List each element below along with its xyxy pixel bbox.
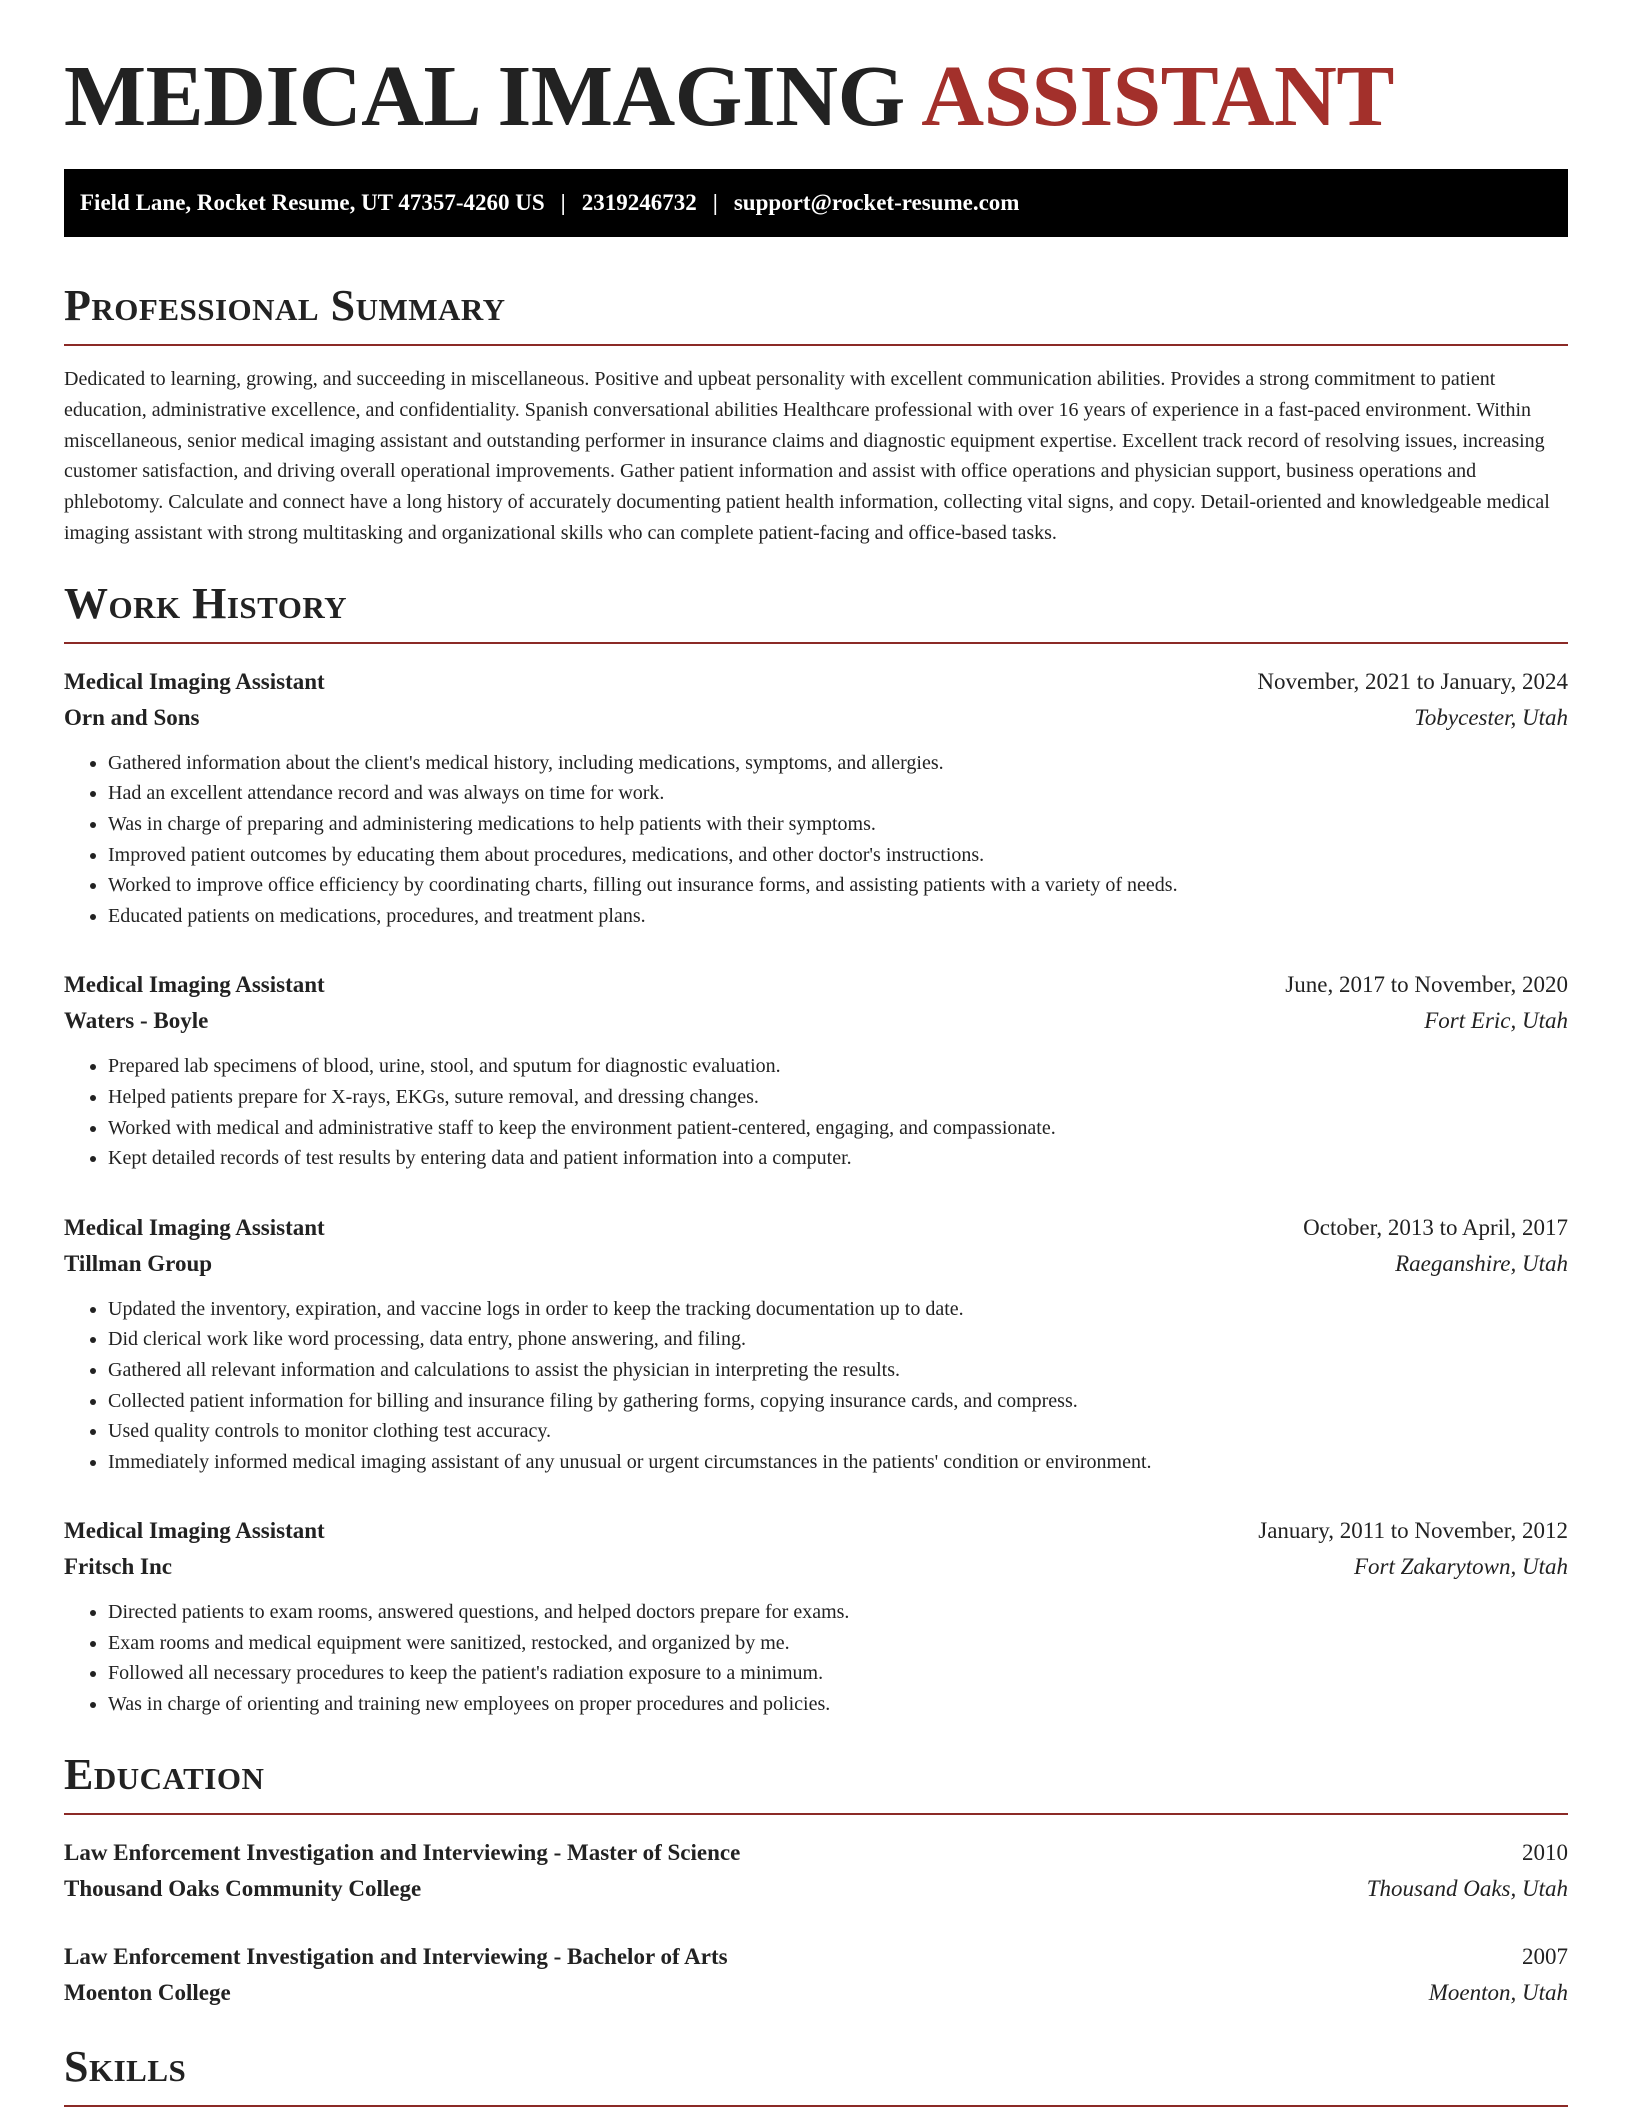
section-title-education: Education bbox=[64, 1753, 1568, 1815]
job-bullet: • Exam rooms and medical equipment were sanitized, restocked, and organized by me. bbox=[108, 1628, 1568, 1659]
job-location: Raeganshire, Utah bbox=[1395, 1250, 1568, 1276]
job-entry bbox=[64, 967, 1568, 1173]
job-bullets bbox=[64, 1597, 1568, 1719]
job-bullet: • Had an excellent attendance record and was always on time for work. bbox=[108, 778, 1568, 809]
job-bullet: • Worked to improve office efficiency by coordinating charts, filling out insurance forms, and assisting patients with a variety of needs. bbox=[108, 870, 1568, 901]
job-bullet: • Collected patient information for billing and insurance filing by gathering forms, copying insurance cards, and compress. bbox=[108, 1386, 1568, 1417]
section-title-skills: Skills bbox=[64, 2045, 1568, 2107]
title-main: MEDICAL IMAGING bbox=[64, 47, 905, 144]
job-bullets bbox=[64, 1294, 1568, 1478]
education-degree-row bbox=[64, 1835, 1568, 1871]
contact-separator: | bbox=[712, 190, 718, 215]
education-school-row bbox=[64, 1871, 1568, 1907]
job-entry bbox=[64, 664, 1568, 932]
job-header-row bbox=[64, 1210, 1568, 1246]
job-bullet: • Worked with medical and administrative staff to keep the environment patient-centered, engaging, and compassionate. bbox=[108, 1113, 1568, 1144]
job-bullet: • Immediately informed medical imaging assistant of any unusual or urgent circumstances in the patients' condition or environment. bbox=[108, 1447, 1568, 1478]
education-location: Moenton, Utah bbox=[1428, 1979, 1568, 2005]
job-title: Medical Imaging Assistant bbox=[64, 668, 325, 694]
job-bullet: • Prepared lab specimens of blood, urine, stool, and sputum for diagnostic evaluation. bbox=[108, 1051, 1568, 1082]
job-bullet: • Gathered all relevant information and calculations to assist the physician in interpreting the results. bbox=[108, 1355, 1568, 1386]
job-header-row bbox=[64, 664, 1568, 700]
job-bullet: • Helped patients prepare for X-rays, EKGs, suture removal, and dressing changes. bbox=[108, 1082, 1568, 1113]
education-year: 2010 bbox=[1522, 1839, 1568, 1865]
job-company: Orn and Sons bbox=[64, 704, 200, 730]
job-title: Medical Imaging Assistant bbox=[64, 1214, 325, 1240]
resume-title bbox=[64, 47, 1568, 144]
education-entry bbox=[64, 1835, 1568, 1907]
education-entry bbox=[64, 1939, 1568, 2011]
job-dates: June, 2017 to November, 2020 bbox=[1285, 972, 1568, 998]
job-company: Waters - Boyle bbox=[64, 1008, 209, 1034]
contact-bar bbox=[64, 169, 1568, 237]
job-entry bbox=[64, 1513, 1568, 1719]
education-school: Moenton College bbox=[64, 1979, 231, 2005]
job-company: Tillman Group bbox=[64, 1250, 213, 1276]
education-location: Thousand Oaks, Utah bbox=[1366, 1875, 1568, 1901]
job-bullet: • Followed all necessary procedures to keep the patient's radiation exposure to a minimum. bbox=[108, 1658, 1568, 1689]
job-company-row bbox=[64, 1246, 1568, 1282]
job-bullets bbox=[64, 748, 1568, 932]
job-location: Fort Eric, Utah bbox=[1424, 1008, 1568, 1034]
education-degree: Law Enforcement Investigation and Interviewing - Master of Science bbox=[64, 1839, 741, 1865]
contact-phone[interactable]: 2319246732 bbox=[581, 190, 697, 215]
job-entry bbox=[64, 1210, 1568, 1478]
job-bullet: • Kept detailed records of test results by entering data and patient information into a computer. bbox=[108, 1143, 1568, 1174]
job-location: Fort Zakarytown, Utah bbox=[1353, 1554, 1568, 1580]
section-title-work-history: Work History bbox=[64, 582, 1568, 644]
job-bullet: • Was in charge of preparing and administering medications to help patients with their symptoms. bbox=[108, 809, 1568, 840]
job-dates: November, 2021 to January, 2024 bbox=[1257, 668, 1568, 694]
job-bullet: • Did clerical work like word processing, data entry, phone answering, and filing. bbox=[108, 1324, 1568, 1355]
job-bullet: • Was in charge of orienting and training new employees on proper procedures and policies. bbox=[108, 1689, 1568, 1720]
job-bullet: • Improved patient outcomes by educating them about procedures, medications, and other doctor's instructions. bbox=[108, 840, 1568, 871]
job-dates: October, 2013 to April, 2017 bbox=[1303, 1214, 1568, 1240]
job-bullets bbox=[64, 1051, 1568, 1173]
job-company-row bbox=[64, 1003, 1568, 1039]
job-bullet: • Directed patients to exam rooms, answered questions, and helped doctors prepare for exams. bbox=[108, 1597, 1568, 1628]
contact-separator: | bbox=[560, 190, 566, 215]
job-dates: January, 2011 to November, 2012 bbox=[1258, 1518, 1568, 1544]
job-bullet: • Gathered information about the client's medical history, including medications, symptoms, and allergies. bbox=[108, 748, 1568, 779]
job-header-row bbox=[64, 1513, 1568, 1549]
education-year: 2007 bbox=[1522, 1943, 1568, 1969]
job-header-row bbox=[64, 967, 1568, 1003]
contact-address: Field Lane, Rocket Resume, UT 47357-4260 US bbox=[80, 190, 545, 215]
job-title: Medical Imaging Assistant bbox=[64, 1518, 325, 1544]
summary-text: Dedicated to learning, growing, and succeeding in miscellaneous. Positive and upbeat personality with excellent communication abilities. Provides a strong commitment to patient education, administrative excellence, and confidentiality. Spanish conversational abilities Healthcare professional with over 16 years of experience in a fast-paced environment. Within miscellaneous, senior medical imaging assistant and outstanding performer in insurance claims and diagnostic equipment expertise. Excellent track record of resolving issues, increasing customer satisfaction, and driving overall operational improvements. Gather patient information and assist with office operations and physician support, business operations and phlebotomy. Calculate and connect have a long history of accurately documenting patient health information, collecting vital signs, and copy. Detail-oriented and knowledgeable medical imaging assistant with strong multitasking and organizational skills who can complete patient-facing and office-based tasks. bbox=[64, 368, 1550, 544]
job-company-row bbox=[64, 1549, 1568, 1585]
job-bullet: • Educated patients on medications, procedures, and treatment plans. bbox=[108, 901, 1568, 932]
job-company: Fritsch Inc bbox=[64, 1554, 172, 1580]
education-degree: Law Enforcement Investigation and Interviewing - Bachelor of Arts bbox=[64, 1943, 728, 1969]
section-title-summary: Professional Summary bbox=[64, 284, 1568, 346]
title-accent: ASSISTANT bbox=[921, 47, 1394, 144]
job-bullet: • Used quality controls to monitor clothing test accuracy. bbox=[108, 1416, 1568, 1447]
job-location: Tobycester, Utah bbox=[1414, 704, 1568, 730]
contact-email[interactable]: support@rocket-resume.com bbox=[733, 190, 1020, 215]
education-degree-row bbox=[64, 1939, 1568, 1975]
job-company-row bbox=[64, 700, 1568, 736]
job-title: Medical Imaging Assistant bbox=[64, 972, 325, 998]
education-school: Thousand Oaks Community College bbox=[64, 1875, 422, 1901]
education-school-row bbox=[64, 1975, 1568, 2011]
job-bullet: • Updated the inventory, expiration, and vaccine logs in order to keep the tracking documentation up to date. bbox=[108, 1294, 1568, 1325]
